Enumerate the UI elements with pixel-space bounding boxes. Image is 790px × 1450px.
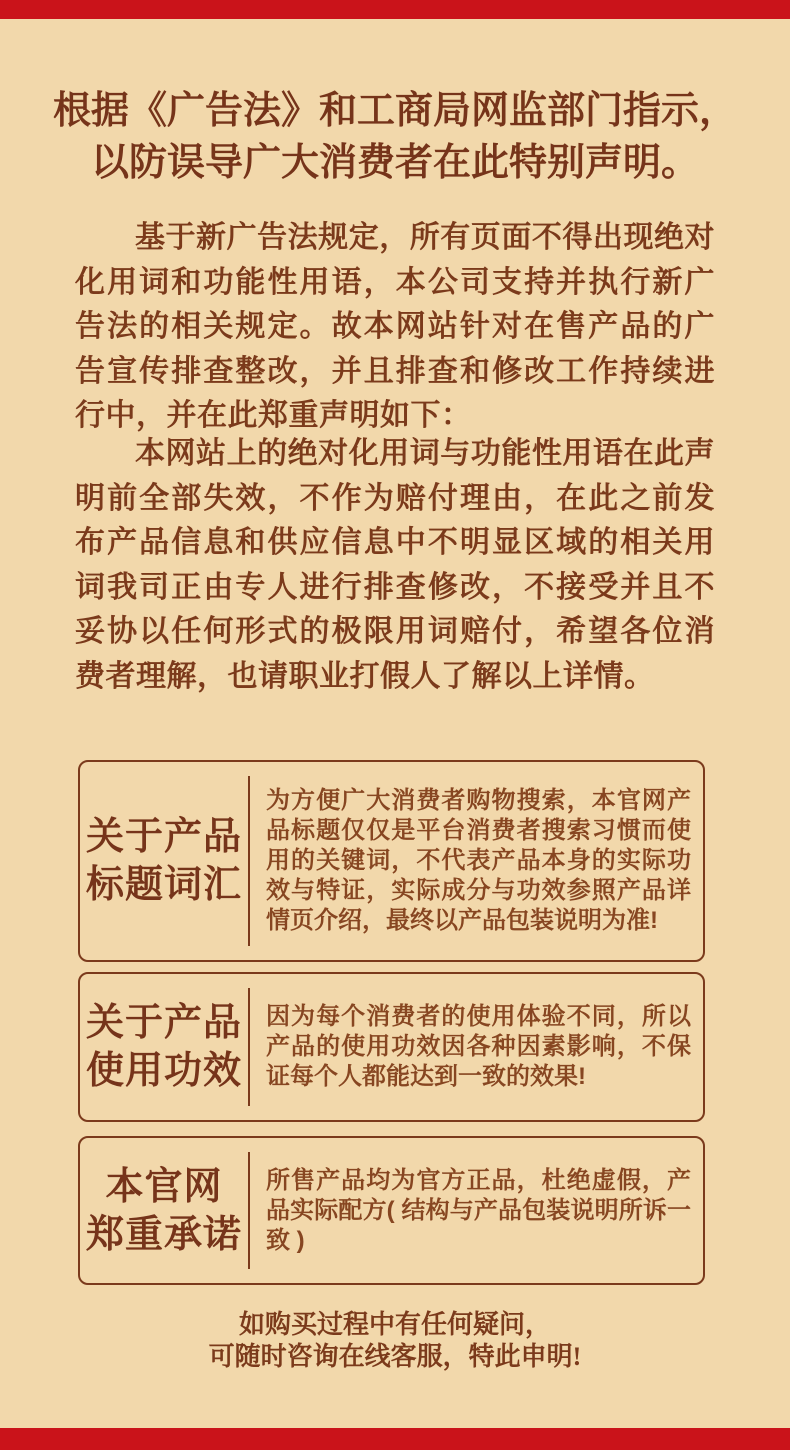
page-title-line-2: 以防误导广大消费者在此特别声明。 (90, 142, 699, 184)
notice-box-label-line-2: 郑重承诺 (85, 1213, 242, 1256)
notice-box-official-promise (78, 1136, 705, 1285)
notice-box-product-title (78, 760, 705, 962)
bottom-red-band (0, 1428, 790, 1450)
notice-box-label-line-1: 关于产品 (85, 816, 242, 858)
notice-box-product-effect (78, 972, 705, 1122)
notice-box-text: 所售产品均为官方正品，杜绝虚假，产品实际配方( 结构与产品包装说明所诉一致 ) (266, 1166, 691, 1254)
notice-box-label-line-2: 使用功效 (85, 1050, 242, 1092)
footer-note (0, 1309, 790, 1373)
notice-box-label-line-1: 关于产品 (85, 1002, 242, 1044)
notice-box-label (80, 1138, 248, 1283)
notice-box-label-line-1: 本官网 (105, 1165, 223, 1208)
intro-paragraph-2: 本网站上的绝对化用词与功能性用语在此声明前全部失效，不作为赔付理由，在此之前发布产品信息和供应信息中不明显区域的相关用词我司正由专人进行排查修改，不接受并且不妥协以任何形式的极限用词赔付，希望各位消费者理解，也请职业打假人了解以上详情。 (75, 437, 715, 693)
intro-paragraph-1: 基于新广告法规定，所有页面不得出现绝对化用词和功能性用语，本公司支持并执行新广告法的相关规定。故本网站针对在售产品的广告宣传排查整改，并且排查和修改工作持续进行中，并在此郑重声明如下： (75, 221, 715, 432)
top-red-band (0, 0, 790, 19)
notice-box-text: 为方便广大消费者购物搜索，本官网产品标题仅仅是平台消费者搜索习惯而使用的关键词，不代表产品本身的实际功效与特证，实际成分与功效参照产品详情页介绍，最终以产品包装说明为准! (266, 787, 691, 934)
notice-box-label-line-2: 标题词汇 (85, 864, 242, 906)
notice-box-text: 因为每个消费者的使用体验不同，所以产品的使用功效因各种因素影响，不保证每个人都能达到一致的效果! (266, 1003, 691, 1090)
notice-box-label (80, 974, 248, 1120)
footer-note-line-2: 可随时咨询在线客服，特此申明! (208, 1342, 582, 1371)
page-title-line-1: 根据《广告法》和工商局网监部门指示， (52, 90, 737, 132)
notice-box-label (80, 762, 248, 960)
page-title (0, 85, 790, 189)
footer-note-line-1: 如购买过程中有任何疑问， (238, 1310, 551, 1339)
